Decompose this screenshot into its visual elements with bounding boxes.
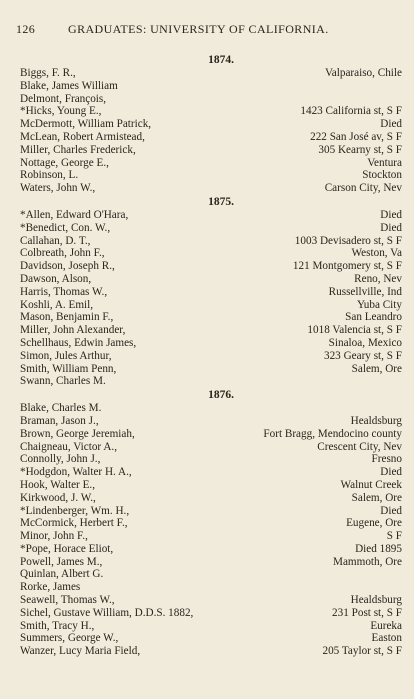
graduate-address: S F bbox=[386, 530, 402, 543]
graduate-entry bbox=[20, 363, 402, 376]
graduate-entry bbox=[20, 594, 402, 607]
graduate-name: Swann, Charles M. bbox=[20, 375, 106, 388]
graduate-name: Miller, Charles Frederick, bbox=[20, 143, 136, 156]
graduate-name: Braman, Jason J., bbox=[20, 414, 99, 427]
year-heading: 1875. bbox=[208, 195, 234, 208]
graduate-name: Biggs, F. R., bbox=[20, 67, 76, 79]
graduate-entry bbox=[20, 118, 402, 131]
graduate-entry bbox=[20, 273, 402, 286]
graduate-address: Stockton bbox=[362, 169, 402, 182]
running-title: GRADUATES: UNIVERSITY OF CALIFORNIA. bbox=[68, 22, 329, 36]
graduate-name: Davidson, Joseph R., bbox=[20, 260, 115, 273]
graduate-name: Blake, Charles M. bbox=[20, 402, 102, 415]
graduate-name: Harris, Thomas W., bbox=[20, 285, 108, 298]
graduate-address: Eureka bbox=[370, 619, 402, 632]
graduate-name: *Allen, Edward O'Hara, bbox=[20, 208, 129, 221]
graduate-name: Colbreath, John F., bbox=[20, 247, 105, 260]
graduate-name: Connolly, John J., bbox=[20, 453, 101, 466]
graduate-entry bbox=[20, 209, 402, 222]
graduate-address: Crescent City, Nev bbox=[317, 440, 402, 453]
graduate-name: Simon, Jules Arthur, bbox=[20, 349, 112, 362]
graduate-name: Waters, John W., bbox=[20, 182, 96, 195]
graduate-address: Died bbox=[380, 118, 402, 131]
graduate-address: 205 Taylor st, S F bbox=[322, 645, 402, 658]
graduate-entry bbox=[20, 311, 402, 324]
graduate-entry bbox=[20, 67, 402, 80]
graduate-entry bbox=[20, 299, 402, 312]
graduate-address: Died bbox=[380, 208, 402, 221]
year-heading: 1876. bbox=[208, 389, 234, 402]
graduate-entry bbox=[20, 105, 402, 118]
graduate-entry bbox=[20, 645, 402, 658]
graduate-entry bbox=[20, 260, 402, 273]
graduate-address: Weston, Va bbox=[351, 247, 402, 260]
graduate-address: Fort Bragg, Mendocino county bbox=[263, 427, 402, 440]
graduate-entry bbox=[20, 157, 402, 170]
graduate-entry bbox=[20, 530, 402, 543]
graduate-entry bbox=[20, 402, 402, 415]
graduates-list bbox=[20, 53, 402, 658]
graduate-name: Brown, George Jeremiah, bbox=[20, 427, 135, 440]
graduate-address: Salem, Ore bbox=[351, 491, 402, 504]
graduate-entry bbox=[20, 607, 402, 620]
graduate-entry bbox=[20, 492, 402, 505]
graduate-name: Mason, Benjamin F., bbox=[20, 311, 114, 324]
graduate-name: Smith, Tracy H., bbox=[20, 619, 95, 632]
graduate-name: *Pope, Horace Eliot, bbox=[20, 542, 114, 555]
graduate-address: San Leandro bbox=[345, 311, 402, 324]
graduate-entry bbox=[20, 247, 402, 260]
graduate-address: Died 1895 bbox=[355, 542, 402, 555]
graduate-name: Rorke, James bbox=[20, 581, 81, 594]
graduate-address: Mammoth, Ore bbox=[333, 555, 402, 568]
graduate-entry bbox=[20, 222, 402, 235]
graduate-name: Powell, James M., bbox=[20, 555, 103, 568]
graduate-entry bbox=[20, 479, 402, 492]
graduate-address: Ventura bbox=[367, 156, 402, 169]
graduate-address: 222 San José av, S F bbox=[310, 130, 402, 143]
graduate-name: Koshli, A. Emil, bbox=[20, 298, 94, 311]
graduate-entry bbox=[20, 415, 402, 428]
graduate-name: McLean, Robert Armistead, bbox=[20, 130, 145, 143]
graduate-entry bbox=[20, 80, 402, 93]
graduate-name: Robinson, L. bbox=[20, 169, 79, 182]
graduate-address: Salem, Ore bbox=[351, 362, 402, 375]
graduate-address: Walnut Creek bbox=[340, 478, 402, 491]
graduate-entry bbox=[20, 505, 402, 518]
graduate-address: 323 Geary st, S F bbox=[323, 349, 402, 362]
graduate-entry bbox=[20, 453, 402, 466]
graduate-entry bbox=[20, 144, 402, 157]
graduate-address: Healdsburg bbox=[350, 414, 402, 427]
graduate-entry bbox=[20, 131, 402, 144]
graduate-name: *Hicks, Young E., bbox=[20, 105, 102, 118]
graduate-address: 1018 Valencia st, S F bbox=[307, 324, 402, 337]
graduate-address: Died bbox=[380, 466, 402, 479]
graduate-address: 121 Montgomery st, S F bbox=[292, 260, 402, 273]
graduate-entry bbox=[20, 169, 402, 182]
graduate-address: Russellville, Ind bbox=[328, 285, 402, 298]
graduate-entry bbox=[20, 581, 402, 594]
graduate-name: Blake, James William bbox=[20, 79, 118, 92]
graduate-address: Reno, Nev bbox=[354, 272, 402, 285]
graduate-name: Wanzer, Lucy Maria Field, bbox=[20, 645, 141, 658]
graduate-name: Dawson, Alson, bbox=[20, 272, 92, 285]
graduate-entry bbox=[20, 466, 402, 479]
graduate-address: Sinaloa, Mexico bbox=[328, 336, 402, 349]
graduate-entry bbox=[20, 235, 402, 248]
year-section bbox=[20, 388, 402, 658]
graduate-entry bbox=[20, 375, 402, 388]
graduate-address: Easton bbox=[371, 632, 402, 645]
year-section bbox=[20, 53, 402, 195]
graduate-address: Died bbox=[380, 221, 402, 234]
graduate-name: Delmont, François, bbox=[20, 92, 107, 105]
graduate-entry bbox=[20, 543, 402, 556]
graduate-entry bbox=[20, 324, 402, 337]
graduate-name: Quinlan, Albert G. bbox=[20, 568, 104, 581]
graduate-address: Healdsburg bbox=[350, 594, 402, 607]
graduate-entry bbox=[20, 556, 402, 569]
graduate-entry bbox=[20, 517, 402, 530]
graduate-address: Yuba City bbox=[356, 298, 402, 311]
year-section bbox=[20, 195, 402, 388]
graduate-address: 1423 California st, S F bbox=[300, 105, 402, 118]
graduate-entry bbox=[20, 93, 402, 106]
graduate-entry bbox=[20, 568, 402, 581]
graduate-entry bbox=[20, 337, 402, 350]
graduate-name: McDermott, William Patrick, bbox=[20, 118, 152, 131]
graduate-name: Smith, William Penn, bbox=[20, 362, 117, 375]
graduate-name: Sichel, Gustave William, D.D.S. 1882, bbox=[20, 606, 194, 619]
graduate-address: 305 Kearny st, S F bbox=[318, 143, 402, 156]
graduate-entry bbox=[20, 350, 402, 363]
graduate-name: Miller, John Alexander, bbox=[20, 324, 126, 337]
graduate-name: *Hodgdon, Walter H. A., bbox=[20, 466, 132, 479]
graduate-entry bbox=[20, 286, 402, 299]
graduate-entry bbox=[20, 182, 402, 195]
graduate-name: Summers, George W., bbox=[20, 632, 119, 645]
graduate-name: Chaigneau, Victor A., bbox=[20, 440, 117, 453]
graduate-name: Schellhaus, Edwin James, bbox=[20, 336, 137, 349]
graduate-entry bbox=[20, 632, 402, 645]
graduate-address: Valparaiso, Chile bbox=[324, 67, 402, 79]
graduate-name: Kirkwood, J. W., bbox=[20, 491, 96, 504]
graduate-address: 231 Post st, S F bbox=[332, 606, 402, 619]
graduate-name: *Benedict, Con. W., bbox=[20, 221, 111, 234]
graduate-address: Died bbox=[380, 504, 402, 517]
graduate-entry bbox=[20, 428, 402, 441]
graduate-name: Hook, Walter E., bbox=[20, 478, 96, 491]
graduate-entry bbox=[20, 620, 402, 633]
graduate-entry bbox=[20, 441, 402, 454]
graduate-name: McCormick, Herbert F., bbox=[20, 517, 128, 530]
graduate-address: Carson City, Nev bbox=[324, 182, 402, 195]
year-heading: 1874. bbox=[208, 54, 234, 66]
graduate-name: Seawell, Thomas W., bbox=[20, 594, 115, 607]
page-number: 126 bbox=[16, 22, 36, 36]
graduate-name: Callahan, D. T., bbox=[20, 234, 91, 247]
graduate-address: Eugene, Ore bbox=[346, 517, 402, 530]
graduate-address: 1003 Devisadero st, S F bbox=[294, 234, 402, 247]
graduate-name: Minor, John F., bbox=[20, 530, 88, 543]
graduate-address: Fresno bbox=[371, 453, 402, 466]
graduate-name: *Lindenberger, Wm. H., bbox=[20, 504, 130, 517]
graduate-name: Nottage, George E., bbox=[20, 156, 109, 169]
